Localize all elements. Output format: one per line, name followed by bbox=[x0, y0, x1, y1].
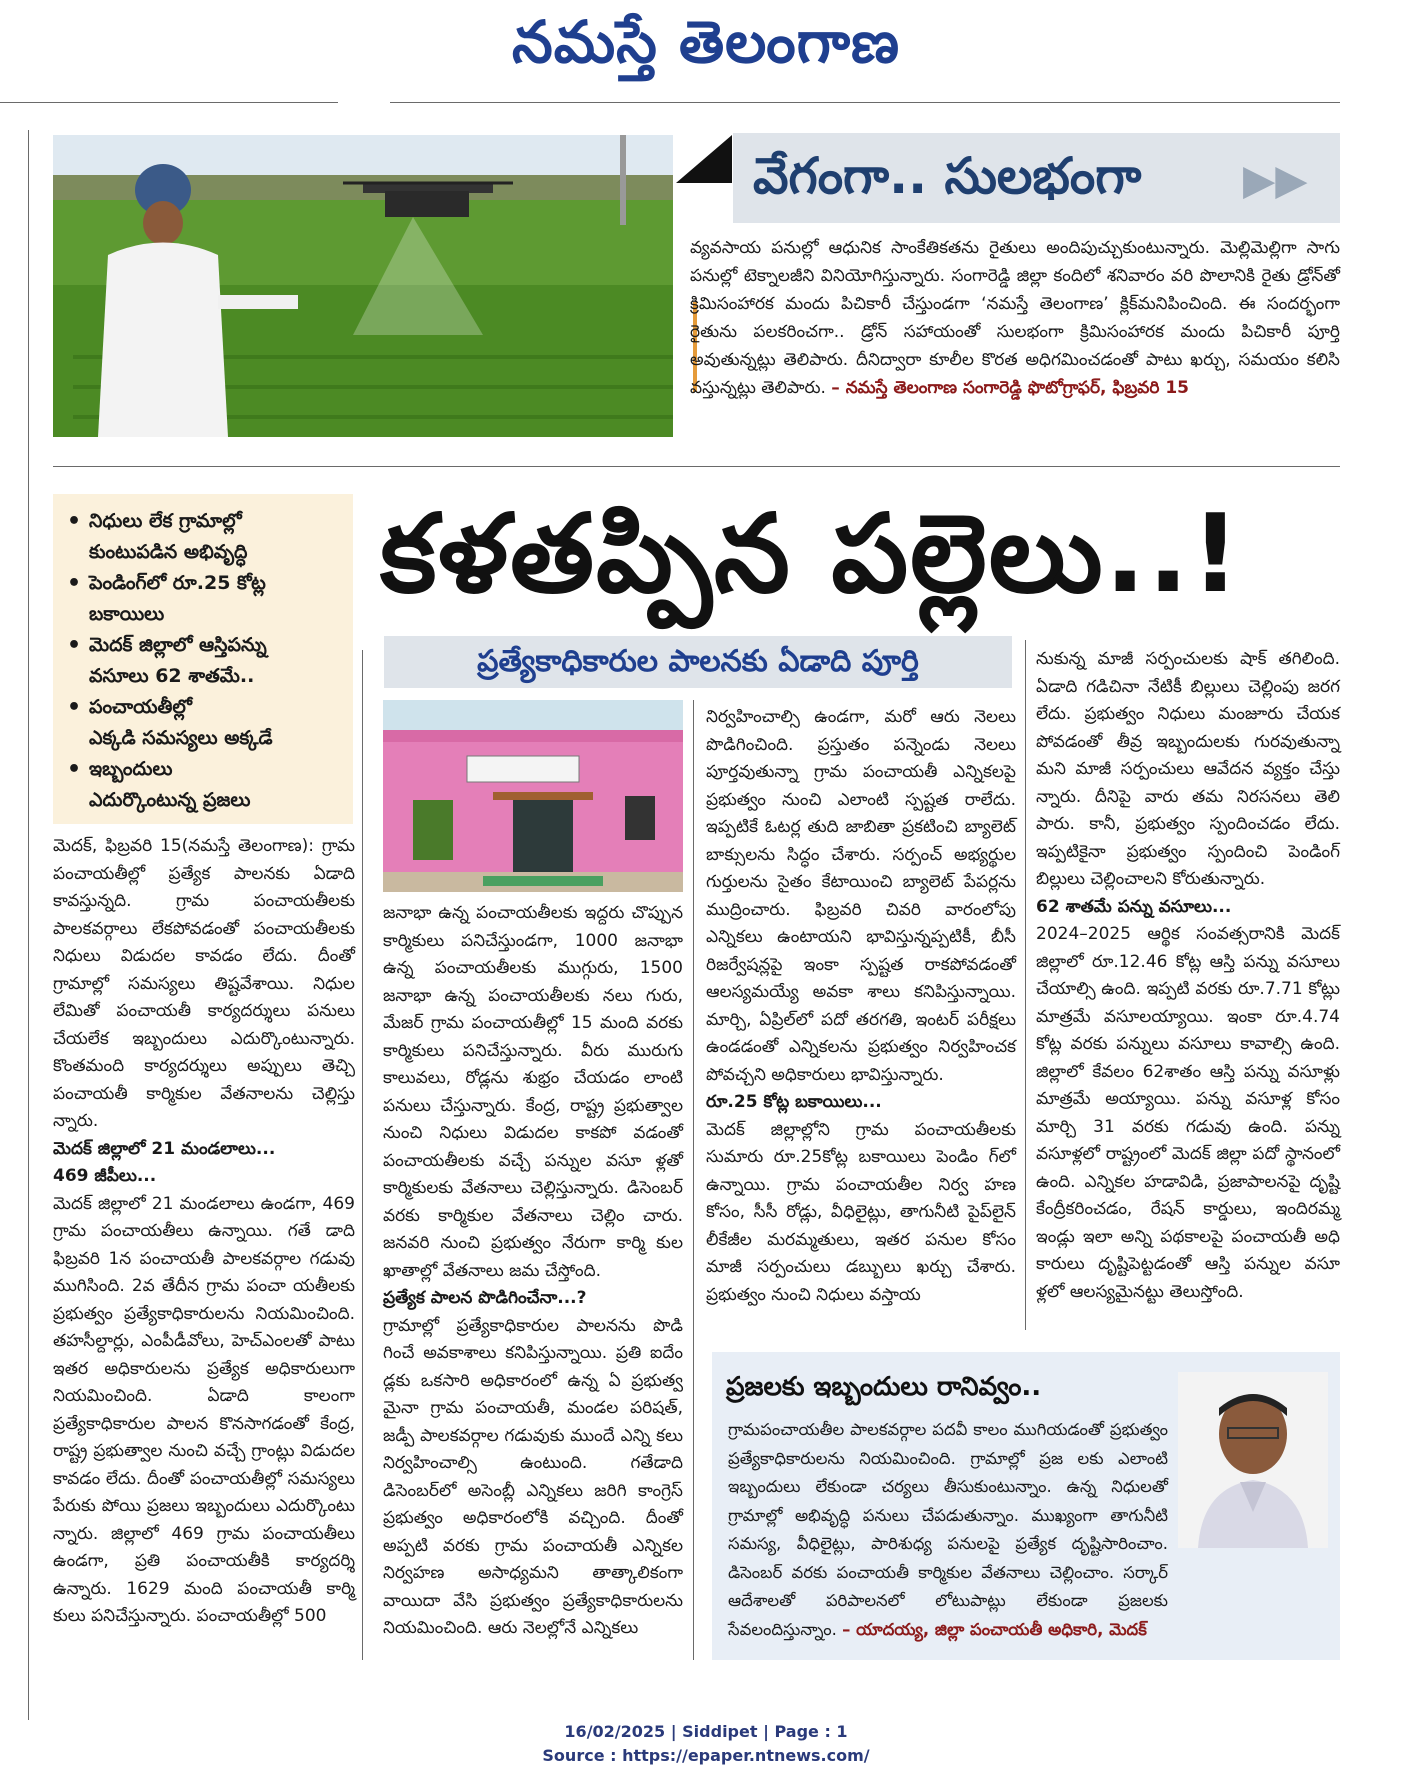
story-paragraph: 2024–2025 ఆర్థిక సంవత్సరానికి మెదక్ జిల్లాలో రూ.12.46 కోట్ల ఆస్తి పన్ను వసూలు చేయాల్సి ఉంది. ఇప్పటి వరకు రూ.7.71 కోట్లు మాత్రమే వసూలయ్యాయి. ఇంకా రూ.4.74 కోట్ల వరకు పన్నులు వసూలు కావాల్సి ఉంది. జిల్లాలో కేవలం 62శాతం ఆస్తి పన్ను వసూళ్లు మాత్రమే అయ్యాయి. పన్ను వసూళ్ల కోసం మార్చి 31 వరకు గడువు ఉంది. పన్ను వసూళ్లలో రాష్ట్రంలో మెదక్ జిల్లా పదో స్థానంలో ఉంది. ఎన్నికల హడావిడి, ప్రజాపాలనపై దృష్టి కేంద్రీకరించడం, రేషన్ కార్డులు, ఇందిరమ్మ ఇండ్లు ఇలా అన్ని పథకాలపై పంచాయతీ అధి కారులు దృష్టిపెట్టడంతో ఆస్తి పన్నుల వసూ ళ్లలో ఆలస్యమైనట్టు తెలుస్తోంది. bbox=[1036, 924, 1340, 1302]
story-headline: కళతప్పిన పల్లెలు..! bbox=[380, 492, 1242, 617]
play-arrows-icon: ▶▶ bbox=[1243, 155, 1308, 204]
feature-title-wedge bbox=[676, 135, 732, 183]
column-rule bbox=[1025, 640, 1026, 1330]
drone-photo bbox=[53, 135, 673, 437]
story-subhead: 62 శాతమే పన్ను వసూలు... bbox=[1036, 896, 1232, 917]
story-subhead: రూ.25 కోట్ల బకాయిలు... bbox=[706, 1092, 882, 1112]
masthead-divider-right bbox=[390, 102, 1340, 103]
story-column-2 bbox=[383, 900, 683, 1643]
story-column-1 bbox=[53, 833, 355, 1631]
highlight-item: • మెదక్ జిల్లాలో ఆస్తిపన్ను వసూలు 62 శాతమే.. bbox=[67, 630, 343, 692]
story-paragraph: జనాభా ఉన్న పంచాయతీలకు ఇద్దరు చొప్పున కార్మికులు పనిచేస్తుండగా, 1000 జనాభా ఉన్న పంచాయతీలకు ముగ్గురు, 1500 జనాభా ఉన్న పంచాయతీలకు నలు గురు, మేజర్ గ్రామ పంచాయతీల్లో 15 మంది వరకు కార్మికులు పనిచేస్తున్నారు. వీరు మురుగు కాలువలు, రోడ్లను శుభ్రం చేయడం లాంటి పనులు చేస్తున్నారు. కేంద్ర, రాష్ట్ర ప్రభుత్వాల నుంచి నిధులు విడుదల కాకపో వడంతో పంచాయతీలకు వచ్చే పన్నుల వసూ ళ్లతో కార్మికులకు వేతనాలు చెల్లిస్తున్నారు. డిసెంబర్ వరకు కార్మికుల వేతనాలు చెల్లిం చారు. జనవరి నుంచి ప్రభుత్వం నేరుగా కార్మి కుల ఖాతాల్లో వేతనాలు జమ చేస్తోంది. bbox=[383, 903, 683, 1281]
quote-attribution: – యాదయ్య, జిల్లా పంచాయతీ అధికారి, మెదక్ bbox=[842, 1619, 1147, 1639]
footer-dateline: 16/02/2025 | Siddipet | Page : 1 bbox=[564, 1722, 848, 1741]
highlight-item: • పెండింగ్‌లో రూ.25 కోట్ల బకాయిలు bbox=[67, 568, 343, 630]
feature-caption bbox=[690, 234, 1340, 402]
official-portrait bbox=[1178, 1372, 1328, 1548]
footer-source-link[interactable]: Source : https://epaper.ntnews.com/ bbox=[542, 1746, 870, 1765]
feature-caption-text: వ్యవసాయ పనుల్లో ఆధునిక సాంకేతికతను రైతులు అందిపుచ్చుకుంటున్నారు. మెల్లిమెల్లిగా సాగు పనుల్లో టెక్నాలజీని వినియోగిస్తున్నారు. సంగారెడ్డి జిల్లా కందిలో శనివారం వరి పొలానికి రైతు డ్రోన్‌తో క్రిమిసంహారక మందు పిచికారీ చేస్తుండగా ‘నమస్తే తెలంగాణ’ క్లిక్‌మనిపించింది. ఈ సందర్భంగా రైతును పలకరించగా.. డ్రోన్ సహాయంతో సులభంగా క్రిమిసంహారక మందు పిచికారీ పూర్తి అవుతున్నట్లు తెలిపారు. దీనిద్వారా కూలీల కొరత అధిగమించడంతో పాటు ఖర్చు, సమయం కలిసి వస్తున్నట్లు తెలిపారు. bbox=[690, 238, 1340, 398]
official-quote-box bbox=[712, 1352, 1340, 1660]
story-paragraph: మెదక్ జిల్లాల్లోని గ్రామ పంచాయతీలకు సుమారు రూ.25కోట్ల బకాయిలు పెండిం గ్‌లో ఉన్నాయి. గ్రామ పంచాయతీల నిర్వ హణ కోసం, సీసీ రోడ్లు, వీధిలైట్లు, తాగునీటి పైప్‌లైన్ లీకేజీల మరమ్మతులు, ఇతర పనుల కోసం మాజీ సర్పంచులు డబ్బులు ఖర్చు చేశారు. ప్రభుత్వం నుంచి నిధులు వస్తాయ bbox=[706, 1119, 1016, 1305]
page-footer bbox=[0, 1720, 1412, 1768]
highlight-item: • ఇబ్బందులు ఎదుర్కొంటున్న ప్రజలు bbox=[67, 754, 343, 816]
story-paragraph: మెదక్ జిల్లాలో 21 మండలాలు ఉండగా, 469 గ్రామ పంచాయతీలు ఉన్నాయి. గతే డాది ఫిబ్రవరి 1న పంచాయతీ పాలకవర్గాల గడువు ముగిసింది. 2వ తేదీన గ్రామ పంచా యతీలకు ప్రభుత్వం ప్రత్యేకాధికారులను నియమించింది. తహసీల్దార్లు, ఎంపీడీవోలు, హెచ్‌ఎంలతో పాటు ఇతర అధికారులను ప్రత్యేక అధికారులుగా నియమించింది. ఏడాది కాలంగా ప్రత్యేకాధికారుల పాలన కొనసాగడంతో కేంద్ర, రాష్ట్ర ప్రభుత్వాల నుంచి వచ్చే గ్రాంట్లు విడుదల కావడం లేదు. దీంతో పంచాయతీల్లో సమస్యలు పేరుకు పోయి ప్రజలు ఇబ్బందులు ఎదుర్కొంటు న్నారు. జిల్లాలో 469 గ్రామ పంచాయతీలు ఉండగా, ప్రతి పంచాయతీకి కార్యదర్శి ఉన్నారు. 1629 మంది పంచాయతీ కార్మి కులు పనిచేస్తున్నారు. పంచాయతీల్లో 500 bbox=[53, 1193, 355, 1626]
quote-text: గ్రామపంచాయతీల పాలకవర్గాల పదవీ కాలం ముగియడంతో ప్రభుత్వం ప్రత్యేకాధికారులను నియమించింది. గ్రామాల్లో ప్రజ లకు ఎలాంటి ఇబ్బందులు లేకుండా చర్యలు తీసుకుంటున్నాం. ఉన్న నిధులతో గ్రామాల్లో అభివృద్ధి పనులు చేపడుతున్నాం. ముఖ్యంగా తాగునీటి సమస్య, వీధిలైట్లు, పారిశుధ్య పనులపై ప్రత్యేక దృష్టిసారించాం. డిసెంబర్ వరకు పంచాయతీ కార్మికుల వేతనాలు చెల్లించాం. సర్కార్ ఆదేశాలతో పరిపాలనలో లోటుపాట్లు లేకుండా ప్రజలకు సేవలందిస్తున్నాం. – యాదయ్య, జిల్లా పంచాయతీ అధికారి, మెదక్ bbox=[728, 1420, 1168, 1639]
masthead-logo: నమస్తే తెలంగాణ bbox=[512, 8, 900, 76]
feature-byline: – నమస్తే తెలంగాణ సంగారెడ్డి ఫొటోగ్రాఫర్, ఫిబ్రవరి 15 bbox=[831, 378, 1189, 398]
story-subhead: మెదక్ జిల్లాలో 21 మండలాలు... bbox=[53, 1138, 276, 1159]
story-paragraph: నుకున్న మాజీ సర్పంచులకు షాక్ తగిలింది. ఏడాది గడిచినా నేటికీ బిల్లులు చెల్లింపు జరగ లేదు. ప్రభుత్వం నిధులు మంజూరు చేయక పోవడంతో తీవ్ర ఇబ్బందులకు గురవుతున్నా మని మాజీ సర్పంచులు ఆవేదన వ్యక్తం చేస్తు న్నారు. దీనిపై వారు తమ నిరసనలు తెలి పారు. కానీ, ప్రభుత్వం స్పందించడం లేదు. ఇప్పటికైనా ప్రభుత్వం స్పందించి పెండింగ్ బిల్లులు చెల్లించాలని కోరుతున్నారు. bbox=[1036, 649, 1340, 889]
column-rule bbox=[362, 650, 363, 1660]
column-rule bbox=[693, 700, 694, 1660]
panchayat-building-photo bbox=[383, 700, 683, 892]
highlights-box bbox=[53, 494, 353, 824]
masthead-divider-left bbox=[0, 102, 338, 103]
quote-title: ప్రజలకు ఇబ్బందులు రానివ్వం.. bbox=[726, 1372, 1042, 1402]
story-subhead: 469 జీపీలు... bbox=[53, 1166, 157, 1186]
feature-title-banner bbox=[733, 133, 1340, 223]
highlight-item: • నిధులు లేక గ్రామాల్లో కుంటుపడిన అభివృద్ధి bbox=[67, 506, 343, 568]
story-column-3 bbox=[706, 704, 1016, 1309]
feature-title: వేగంగా.. సులభంగా bbox=[753, 147, 1142, 205]
story-subhead: ప్రత్యేక పాలన పొడిగించేనా...? bbox=[383, 1288, 587, 1308]
story-paragraph: మెదక్, ఫిబ్రవరి 15(నమస్తే తెలంగాణ): గ్రామ పంచాయతీల్లో ప్రత్యేక పాలనకు ఏడాది కావస్తున్నది. గ్రామ పంచాయతీలకు పాలకవర్గాలు లేకపోవడంతో పంచాయతీలకు నిధులు విడుదల కావడం లేదు. దీంతో గ్రామాల్లో సమస్యలు తిష్టవేశాయి. నిధుల లేమితో పంచాయతీ కార్యదర్శులు పనులు చేయలేక ఇబ్బందులు ఎదుర్కొంటున్నారు. కొంతమంది కార్యదర్శులు అప్పులు తెచ్చి పంచాయతీ కార్మికుల వేతనాలను చెల్లిస్తు న్నారు. bbox=[53, 836, 355, 1131]
highlight-item: • పంచాయతీల్లో ఎక్కడి సమస్యలు అక్కడే bbox=[67, 692, 343, 754]
story-column-4 bbox=[1036, 646, 1340, 1306]
person-portrait-icon bbox=[1178, 1372, 1328, 1548]
story-subheadline: ప్రత్యేకాధికారుల పాలనకు ఏడాది పూర్తి bbox=[384, 636, 1012, 688]
section-divider bbox=[53, 466, 1340, 467]
story-paragraph: గ్రామాల్లో ప్రత్యేకాధికారుల పాలనను పొడి గించే అవకాశాలు కనిపిస్తున్నాయి. ప్రతి ఐదేం డ్లకు ఒకసారి అధికారంలో ఉన్న ఏ ప్రభుత్వ మైనా గ్రామ పంచాయతీ, మండల పరిషత్, జడ్పీ పాలకవర్గాల గడువుకు ముందే ఎన్ని కలు నిర్వహించాల్సి ఉంటుంది. గతేడాది డిసెంబర్‌లో అసెంబ్లీ ఎన్నికలు జరిగి కాంగ్రెస్ ప్రభుత్వం అధికారంలోకి వచ్చింది. దీంతో అప్పటి వరకు గ్రామ పంచాయతీ ఎన్నికల నిర్వహణ అసాధ్యమని తాత్కాలికంగా వాయిదా వేసి ప్రభుత్వం ప్రత్యేకాధికారులను నియమించింది. ఆరు నెలల్లోనే ఎన్నికలు bbox=[383, 1315, 683, 1638]
page-edge-rule bbox=[28, 130, 29, 1720]
story-paragraph: నిర్వహించాల్సి ఉండగా, మరో ఆరు నెలలు పొడిగించింది. ప్రస్తుతం పన్నెండు నెలలు పూర్తవుతున్నా గ్రామ పంచాయతీ ఎన్నికలపై ప్రభుత్వం నుంచి ఎలాంటి స్పష్టత రాలేదు. ఇప్పటికే ఓటర్ల తుది జాబితా ప్రకటించి బ్యాలెట్ బాక్సులను సిద్ధం చేశారు. సర్పంచ్ అభ్యర్థుల గుర్తులను సైతం కేటాయించి బ్యాలెట్ పేపర్లను ముద్రించారు. ఫిబ్రవరి చివరి వారంలోపు ఎన్నికలు ఉంటాయని భావిస్తున్నప్పటికీ, బీసీ రిజర్వేషన్లపై ఇంకా స్పష్టత రాకపోవడంతో ఆలస్యమయ్యే అవకా శాలు కనిపిస్తున్నాయి. మార్చి, ఏప్రిల్‌లో పదో తరగతి, ఇంటర్ పరీక్షలు ఉండడంతో ఎన్నికలను ప్రభుత్వం నిర్వహించక పోవచ్చని అధికారులు భావిస్తున్నారు. bbox=[706, 707, 1016, 1085]
building-illustration bbox=[383, 700, 683, 892]
drone-spraying-illustration bbox=[53, 135, 673, 437]
